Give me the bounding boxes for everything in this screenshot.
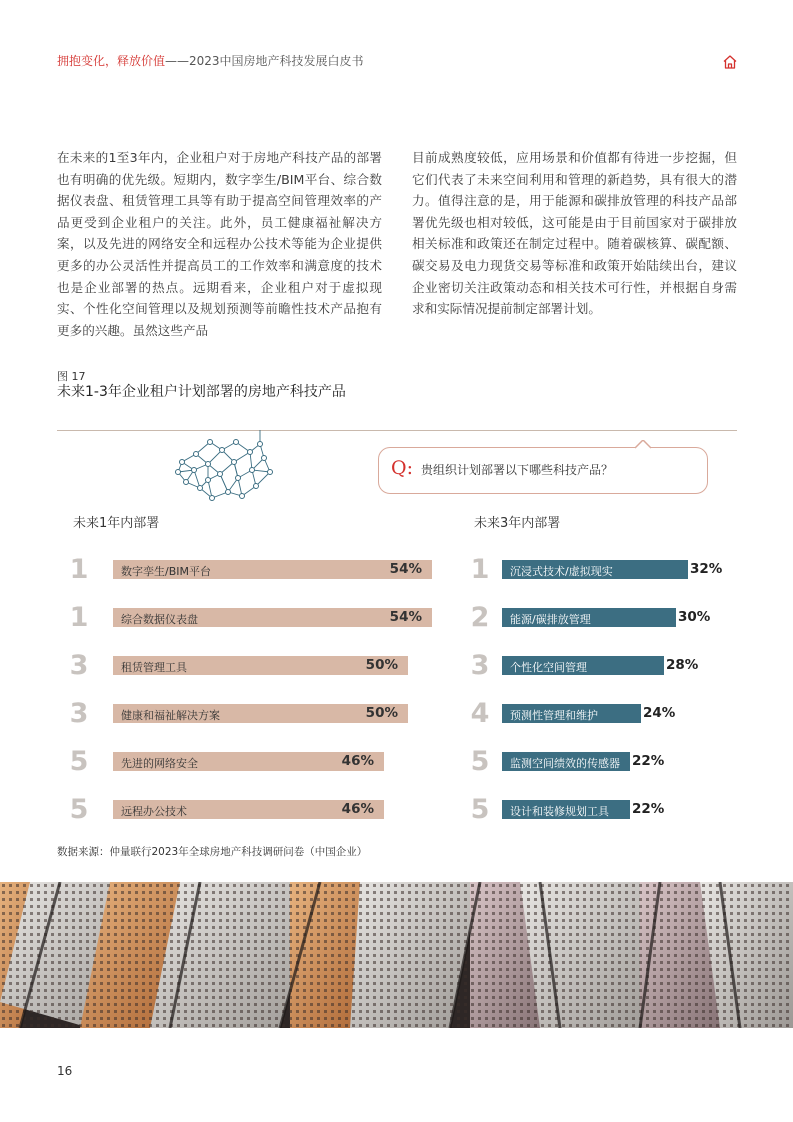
question-text: 贵组织计划部署以下哪些科技产品？ (421, 463, 614, 477)
bar (502, 752, 630, 771)
divider (57, 430, 737, 431)
question-mark: Q: (391, 457, 413, 479)
bar-category-label: 设计和装修规划工具 (510, 805, 609, 818)
rank-number: 4 (470, 698, 490, 729)
bar-category-label: 租赁管理工具 (121, 661, 187, 674)
rank-number: 5 (470, 794, 490, 825)
bar (113, 560, 432, 579)
running-header (57, 52, 364, 69)
figure-title: 未来1-3年企业租户计划部署的房地产科技产品 (57, 384, 346, 400)
header-accent: 拥抱变化，释放价值 (57, 54, 166, 68)
bar-category-label: 数字孪生/BIM平台 (121, 565, 211, 578)
perforated-facade-photo (0, 882, 793, 1028)
bar-category-label: 综合数据仪表盘 (121, 613, 198, 626)
bar (113, 704, 408, 723)
bar (502, 800, 630, 819)
bar-category-label: 远程办公技术 (121, 805, 187, 818)
bar-category-label: 预测性管理和维护 (510, 709, 598, 722)
question-box-pointer (635, 440, 651, 456)
question-box (378, 447, 708, 494)
bar-value-label: 22% (632, 801, 665, 817)
bar-category-label: 先进的网络安全 (121, 757, 198, 770)
figure-number: 图 17 (57, 370, 86, 383)
bar-value-label: 50% (365, 657, 398, 673)
bar-category-label: 监测空间绩效的传感器 (510, 757, 620, 770)
bar-category-label: 沉浸式技术/虚拟现实 (510, 565, 613, 578)
bar-value-label: 28% (666, 657, 699, 673)
rank-number: 1 (470, 554, 490, 585)
home-icon[interactable] (722, 54, 738, 70)
bar-value-label: 46% (341, 801, 374, 817)
body-text-right: 目前成熟度较低，应用场景和价值都有待进一步挖掘，但它们代表了未来空间利用和管理的新趋势，具有很大的潜力。值得注意的是，用于能源和碳排放管理的科技产品部署优先级也相对较低，这可能是由于目前国家对于碳排放相关标准和政策还在制定过程中。随着碳核算、碳配额、碳交易及电力现货交易等标准和政策开始陆续出台，建议企业密切关注政策动态和相关技术可行性，并根据自身需求和实际情况提前制定部署计划。 (412, 150, 737, 317)
bar-value-label: 54% (389, 609, 422, 625)
body-text-left: 在未来的1至3年内，企业租户对于房地产科技产品的部署也有明确的优先级。短期内，数字孪生/BIM平台、综合数据仪表盘、租赁管理工具等有助于提高空间管理效率的产品更受到企业租户的关注。此外，员工健康福祉解决方案，以及先进的网络安全和远程办公技术等能为企业提供更多的办公灵活性并提高员工的工作效率和满意度的技术也是企业部署的热点。远期看来，企业租户对于虚拟现实、个性化空间管理以及规划预测等前瞻性技术产品抱有更多的兴趣。虽然这些产品 (57, 150, 382, 338)
bar (502, 704, 641, 723)
rank-number: 1 (69, 554, 89, 585)
bar-value-label: 54% (389, 561, 422, 577)
bar (113, 752, 384, 771)
page-number: 16 (57, 1064, 73, 1078)
chart-right-title: 未来3年内部署 (474, 516, 561, 531)
chart-left-title: 未来1年内部署 (73, 516, 160, 531)
bar-value-label: 24% (643, 705, 676, 721)
header-title: ——2023中国房地产科技发展白皮书 (165, 54, 364, 68)
bar (113, 656, 408, 675)
bar-value-label: 32% (690, 561, 723, 577)
data-source: 数据来源：仲量联行2023年全球房地产科技调研问卷（中国企业） (57, 846, 368, 858)
bar-value-label: 46% (341, 753, 374, 769)
bar-category-label: 能源/碳排放管理 (510, 613, 591, 626)
rank-number: 3 (470, 650, 490, 681)
bar-value-label: 30% (678, 609, 711, 625)
rank-number: 5 (69, 746, 89, 777)
rank-number: 2 (470, 602, 490, 633)
bar-value-label: 22% (632, 753, 665, 769)
network-illustration (172, 430, 282, 510)
bar-category-label: 个性化空间管理 (510, 661, 587, 674)
rank-number: 5 (470, 746, 490, 777)
rank-number: 1 (69, 602, 89, 633)
bar-category-label: 健康和福祉解决方案 (121, 709, 220, 722)
bar (113, 608, 432, 627)
bar (502, 560, 688, 579)
rank-number: 3 (69, 698, 89, 729)
bar (502, 656, 664, 675)
bar (502, 608, 676, 627)
bar-value-label: 50% (365, 705, 398, 721)
rank-number: 5 (69, 794, 89, 825)
rank-number: 3 (69, 650, 89, 681)
bar (113, 800, 384, 819)
